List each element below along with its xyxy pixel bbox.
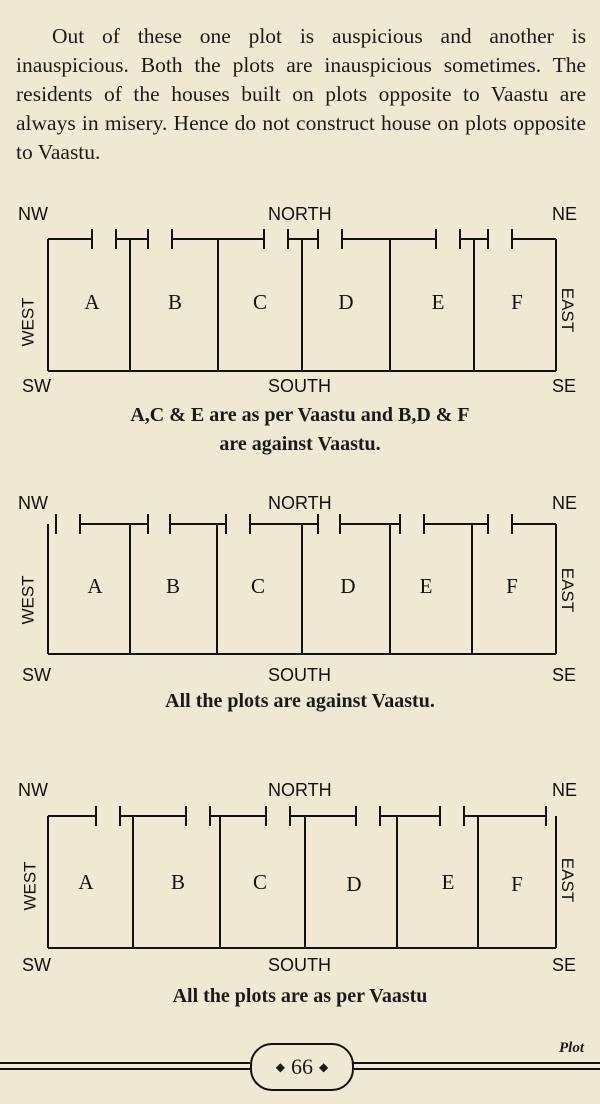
plot-c-label: C — [252, 290, 268, 314]
plot-b-label: B — [165, 574, 181, 598]
plot-d-label: D — [340, 574, 356, 598]
east-label: EAST — [558, 567, 578, 613]
nw-label: NW — [18, 493, 48, 513]
ne-label: NE — [552, 204, 578, 224]
north-label: NORTH — [268, 780, 332, 800]
plot-a-label: A — [78, 870, 94, 894]
diagram-3-caption: All the plots are as per Vaastu — [172, 985, 428, 1007]
ne-label: NE — [552, 780, 578, 800]
footer-rule-left-2 — [0, 1068, 250, 1070]
nw-label: NW — [18, 204, 48, 224]
plot-f-label: F — [506, 574, 518, 598]
plot-a-label: A — [87, 574, 103, 598]
diagram-1-caption-line1: A,C & E are as per Vaastu and B,D & F — [130, 404, 470, 426]
east-label: EAST — [558, 287, 578, 333]
plot-a-label: A — [84, 290, 100, 314]
plot-b-label: B — [170, 870, 186, 894]
plot-b-label: B — [167, 290, 183, 314]
page-number: 66 — [291, 1054, 313, 1079]
west-label: WEST — [18, 575, 38, 625]
diamond-ornament-right: ◆ — [319, 1059, 329, 1074]
plot-f-label: F — [511, 290, 523, 314]
west-label: WEST — [20, 861, 40, 911]
north-label: NORTH — [268, 493, 332, 513]
west-label: WEST — [18, 297, 38, 347]
plot-d-label: D — [346, 872, 362, 896]
south-label: SOUTH — [268, 955, 331, 975]
page-number-badge — [250, 1043, 354, 1091]
south-label: SOUTH — [268, 376, 331, 396]
sw-label: SW — [22, 376, 51, 396]
sw-label: SW — [22, 955, 51, 975]
diagram-2-caption: All the plots are against Vaastu. — [165, 690, 435, 712]
plot-f-label: F — [511, 872, 523, 896]
se-label: SE — [552, 955, 577, 975]
ne-label: NE — [552, 493, 578, 513]
se-label: SE — [552, 665, 577, 685]
plot-c-label: C — [250, 574, 266, 598]
plot-e-label: E — [441, 870, 455, 894]
running-head: Plot — [559, 1040, 584, 1056]
nw-label: NW — [18, 780, 48, 800]
south-label: SOUTH — [268, 665, 331, 685]
diagram-1-caption-line2: are against Vaastu. — [219, 433, 381, 455]
plot-d-label: D — [338, 290, 354, 314]
footer-rule-right — [350, 1062, 600, 1064]
plot-e-label: E — [419, 574, 433, 598]
north-label: NORTH — [268, 204, 332, 224]
east-label: EAST — [558, 857, 578, 903]
diamond-ornament-left: ◆ — [275, 1059, 285, 1074]
footer-rule-right-2 — [350, 1068, 600, 1070]
plot-c-label: C — [252, 870, 268, 894]
plot-e-label: E — [431, 290, 445, 314]
footer-rule-left — [0, 1062, 250, 1064]
sw-label: SW — [22, 665, 51, 685]
body-paragraph: Out of these one plot is auspicious and another is inauspicious. Both the plots are inauspicious sometimes. The residents of the houses built on plots opposite to Vaastu are always in misery. Hence do not construct house on plots opposite to Vaastu. — [16, 24, 586, 164]
se-label: SE — [552, 376, 577, 396]
